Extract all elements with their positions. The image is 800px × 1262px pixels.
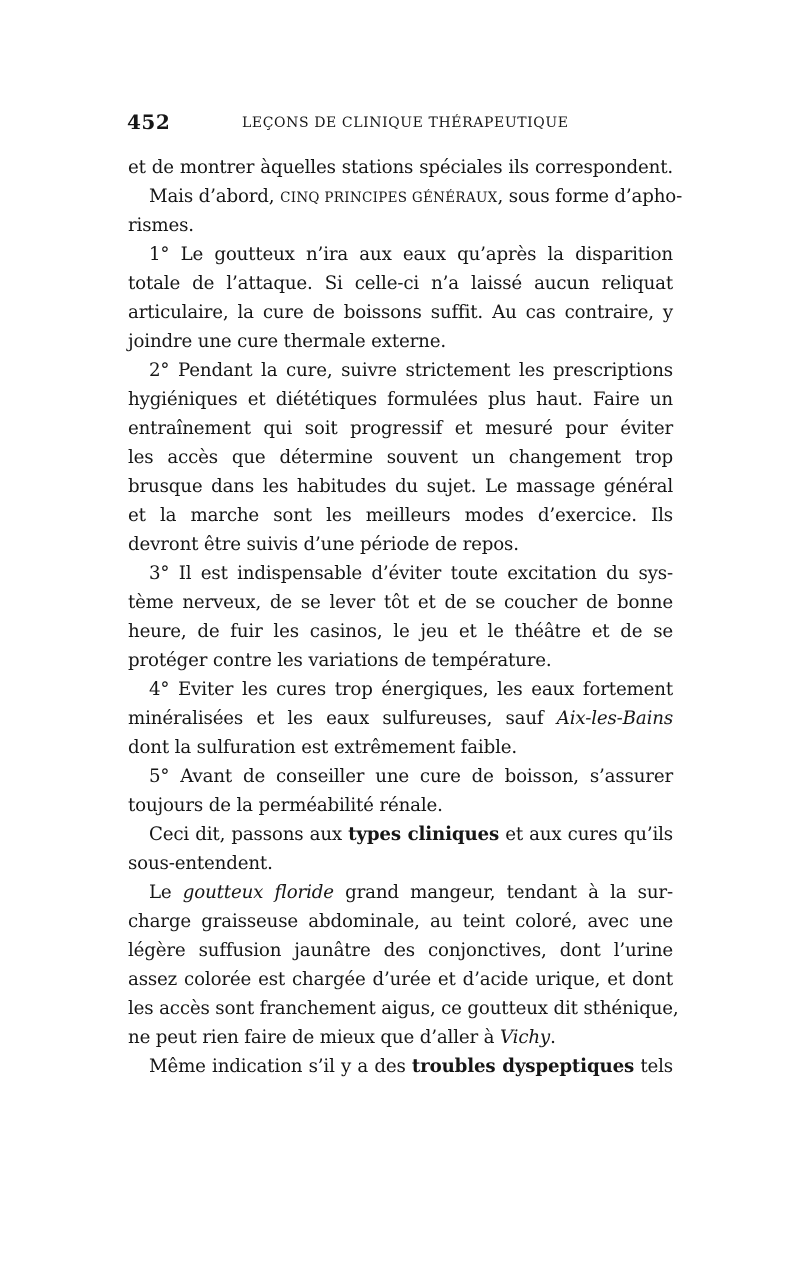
text-line: Mais d’abord, CINQ PRINCIPES GÉNÉRAUX, sous forme d’apho- [149,186,683,207]
text-line: heure, de fuir les casinos, le jeu et le théâtre et de se [128,621,673,642]
text-line: assez colorée est chargée d’urée et d’acide urique, et dont [128,969,673,990]
running-title: LEÇONS DE CLINIQUE THÉRAPEUTIQUE [242,115,569,131]
text-line: protéger contre les variations de température. [128,650,552,671]
bold-phrase: troubles dyspeptiques [411,1056,635,1077]
text-line: 4° Eviter les cures trop énergiques, les eaux fortement [149,679,673,700]
text-line: devront être suivis d’une période de repos. [128,534,519,555]
text-line: 5° Avant de conseiller une cure de boisson, s’assurer [149,766,673,787]
text-line: 1° Le goutteux n’ira aux eaux qu’après la disparition [149,244,673,265]
text-line: Ceci dit, passons aux types cliniques et aux cures qu’ils [149,824,673,845]
italic-phrase: goutteux floride [182,882,334,903]
text-line: et la marche sont les meilleurs modes d’exercice. Ils [128,505,673,526]
text-line: 3° Il est indispensable d’éviter toute excitation du sys- [149,563,673,584]
text-line: et de montrer àquelles stations spéciales ils correspondent. [128,157,673,178]
text-line: tème nerveux, de se lever tôt et de se coucher de bonne [128,592,673,613]
text-line: charge graisseuse abdominale, au teint coloré, avec une [128,911,673,932]
text-line: hygiéniques et diététiques formulées plus haut. Faire un [128,389,673,410]
text-line: légère suffusion jaunâtre des conjonctives, dont l’urine [128,940,673,961]
text-line: dont la sulfuration est extrêmement faible. [128,737,517,758]
text-line: 2° Pendant la cure, suivre strictement les prescriptions [149,360,673,381]
text-line: joindre une cure thermale externe. [128,331,446,352]
body-text [128,153,683,1081]
text-line: rismes. [128,215,194,236]
text-line: Le goutteux floride grand mangeur, tendant à la sur- [149,882,673,903]
text-line: totale de l’attaque. Si celle-ci n’a laissé aucun reliquat [128,273,673,294]
text-line: sous-entendent. [128,853,273,874]
text-line: toujours de la perméabilité rénale. [128,795,443,816]
text-line: Même indication s’il y a des troubles dyspeptiques tels [149,1056,673,1077]
bold-phrase: types cliniques [348,824,500,845]
text-line: minéralisées et les eaux sulfureuses, sauf Aix-les-Bains [128,708,673,729]
text-line: ne peut rien faire de mieux que d’aller à Vichy. [128,1027,556,1048]
text-line: articulaire, la cure de boissons suffit. Au cas contraire, y [128,302,673,323]
page-number: 452 [127,110,171,134]
text-line: entraînement qui soit progressif et mesuré pour éviter [128,418,673,439]
page-header [127,104,673,134]
text-line: les accès sont franchement aigus, ce goutteux dit sthénique, [128,998,679,1019]
text-line: les accès que détermine souvent un changement trop [128,447,673,468]
italic-place-name: Vichy [500,1027,551,1048]
text-line: brusque dans les habitudes du sujet. Le massage général [128,476,673,497]
small-caps-phrase: CINQ PRINCIPES GÉNÉRAUX [280,190,498,206]
italic-place-name: Aix-les-Bains [556,708,673,729]
